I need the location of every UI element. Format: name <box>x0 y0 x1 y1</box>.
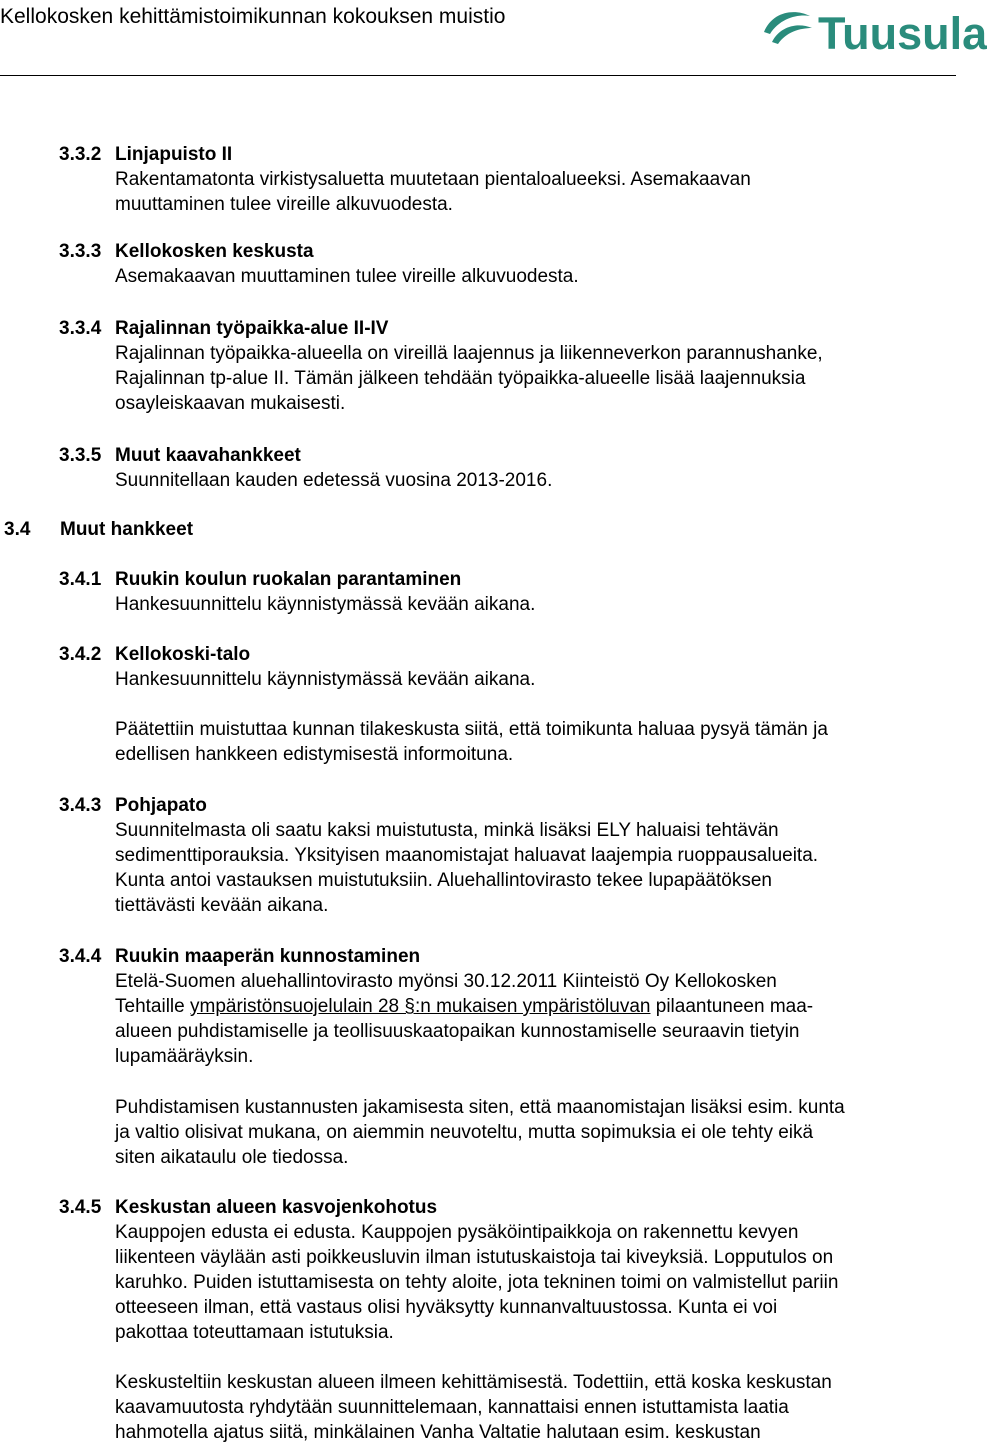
section-number: 3.4 <box>4 519 31 540</box>
section-heading <box>59 142 751 167</box>
document-header-title: Kellokosken kehittämistoimikunnan kokouksen muistio <box>0 5 506 28</box>
section-3-4-2-paragraph <box>115 717 828 767</box>
section-title: Kellokosken keskusta <box>115 241 314 262</box>
section-heading <box>59 239 579 264</box>
section-body-line: Hankesuunnittelu käynnistymässä kevään aikana. <box>115 594 536 615</box>
header-divider <box>0 75 956 76</box>
section-body-line: Suunnitelmasta oli saatu kaksi muistutusta, minkä lisäksi ELY haluaisi tehtävän <box>115 820 779 841</box>
section-3-3-4 <box>59 316 823 416</box>
section-heading <box>59 642 535 667</box>
section-title: Linjapuisto II <box>115 144 233 165</box>
section-title: Ruukin koulun ruokalan parantaminen <box>115 569 462 590</box>
section-body-line <box>59 994 813 1019</box>
section-title: Pohjapato <box>115 795 207 816</box>
section-body-line: tiettävästi kevään aikana. <box>115 895 329 916</box>
section-title: Ruukin maaperän kunnostaminen <box>115 946 421 967</box>
section-body-line: Rajalinnan työpaikka-alueella on vireillä laajennus ja liikenneverkon parannushanke, <box>115 343 823 364</box>
section-body-line: muuttaminen tulee vireille alkuvuodesta. <box>115 194 453 215</box>
section-3-3-2 <box>59 142 751 217</box>
section-3-4-5-paragraph <box>115 1370 832 1445</box>
section-heading <box>59 1195 838 1220</box>
section-number: 3.3.5 <box>59 445 102 466</box>
tuusula-logo-text: Tuusula <box>818 8 987 59</box>
section-title: Muut kaavahankkeet <box>115 445 301 466</box>
section-title: Kellokoski-talo <box>115 644 251 665</box>
section-3-4-5 <box>59 1195 838 1345</box>
section-body-line: Asemakaavan muuttaminen tulee vireille alkuvuodesta. <box>115 266 579 287</box>
section-body-line: Puhdistamisen kustannusten jakamisesta siten, että maanomistajan lisäksi esim. kunta <box>115 1097 845 1118</box>
section-body-line: Rajalinnan tp-alue II. Tämän jälkeen tehdään työpaikka-alueelle lisää laajennuksia <box>115 368 806 389</box>
section-title: Muut hankkeet <box>60 519 194 540</box>
section-body-line: otteeseen ilman, että vastaus olisi hyväksytty kunnanvaltuustossa. Kunta ei voi <box>115 1297 778 1318</box>
section-body-line: Kauppojen edusta ei edusta. Kauppojen pysäköintipaikkoja on rakennettu kevyen <box>115 1222 799 1243</box>
section-number: 3.4.3 <box>59 795 102 816</box>
section-body-line: Päätettiin muistuttaa kunnan tilakeskusta siitä, että toimikunta haluaa pysyä tämän ja <box>115 719 828 740</box>
section-3-4-4-paragraph <box>115 1095 845 1170</box>
section-3-4-4 <box>59 944 813 1069</box>
section-body-line: Etelä-Suomen aluehallintovirasto myönsi 30.12.2011 Kiinteistö Oy Kellokosken <box>115 971 777 992</box>
section-body-line: Kunta antoi vastauksen muistutuksiin. Aluehallintovirasto tekee lupapäätöksen <box>115 870 772 891</box>
section-heading <box>59 793 818 818</box>
section-body-line: Rakentamatonta virkistysaluetta muutetaan pientaloalueeksi. Asemakaavan <box>115 169 751 190</box>
section-number: 3.3.4 <box>59 318 102 339</box>
section-number: 3.3.3 <box>59 241 102 262</box>
section-body-line: Keskusteltiin keskustan alueen ilmeen kehittämisestä. Todettiin, että koska keskustan <box>115 1372 832 1393</box>
section-body-line: siten aikataulu ole tiedossa. <box>115 1147 349 1168</box>
tuusula-logo-mark-icon <box>758 2 816 60</box>
section-body-line: sedimenttiporauksia. Yksityisen maanomistajat haluavat laajempia ruoppausalueita. <box>115 845 819 866</box>
section-number: 3.4.4 <box>59 946 102 967</box>
section-body-line: karuhko. Puiden istuttamisesta on tehty aloite, jota tekninen toimi on valmistellut pariin <box>115 1272 839 1293</box>
section-heading <box>59 443 552 468</box>
text-fragment: Tehtaille <box>115 996 190 1017</box>
section-body-line: pakottaa toteuttamaan istutuksia. <box>115 1322 394 1343</box>
section-3-4-2 <box>59 642 535 692</box>
section-body-line: osayleiskaavan mukaisesti. <box>115 393 346 414</box>
section-body-line: ja valtio olisivat mukana, on aiemmin neuvoteltu, mutta sopimuksia ei ole tehty eikä <box>115 1122 814 1143</box>
text-fragment: pilaantuneen maa- <box>650 996 814 1017</box>
section-body-line: alueen puhdistamiselle ja teollisuuskaatopaikan kunnostamiselle seuraavin tietyin <box>115 1021 800 1042</box>
section-3-3-5 <box>59 443 552 493</box>
section-3-4-1 <box>59 567 535 617</box>
section-title: Rajalinnan työpaikka-alue II-IV <box>115 318 389 339</box>
tuusula-logo <box>758 2 987 62</box>
section-body-line: lupamääräyksin. <box>115 1046 254 1067</box>
section-body-line: Suunnitellaan kauden edetessä vuosina 2013-2016. <box>115 470 553 491</box>
section-number: 3.4.5 <box>59 1197 102 1218</box>
section-3-4 <box>4 517 193 542</box>
section-heading <box>59 316 823 341</box>
environmental-permit-link[interactable]: ympäristönsuojelulain 28 §:n mukaisen ympäristöluvan <box>190 996 651 1017</box>
section-heading <box>59 567 535 592</box>
section-3-4-3 <box>59 793 818 918</box>
section-heading <box>59 944 813 969</box>
section-3-3-3 <box>59 239 579 289</box>
section-body-line: liikenteen väylään asti poikkeusluvin ilman istutuskaistoja tai kiveyksiä. Lopputulos on <box>115 1247 834 1268</box>
section-title: Keskustan alueen kasvojenkohotus <box>115 1197 438 1218</box>
section-number: 3.3.2 <box>59 144 102 165</box>
section-body-line: edellisen hankkeen edistymisestä informoituna. <box>115 744 514 765</box>
section-heading <box>4 517 193 542</box>
section-body-line: hahmotella ajatus siitä, minkälainen Vanha Valtatie halutaan esim. keskustan <box>115 1422 761 1443</box>
section-body-line: Hankesuunnittelu käynnistymässä kevään aikana. <box>115 669 536 690</box>
section-body-line: kaavamuutosta ryhdytään suunnittelemaan, kannattaisi ennen istuttamista laatia <box>115 1397 789 1418</box>
section-number: 3.4.1 <box>59 569 102 590</box>
section-number: 3.4.2 <box>59 644 102 665</box>
